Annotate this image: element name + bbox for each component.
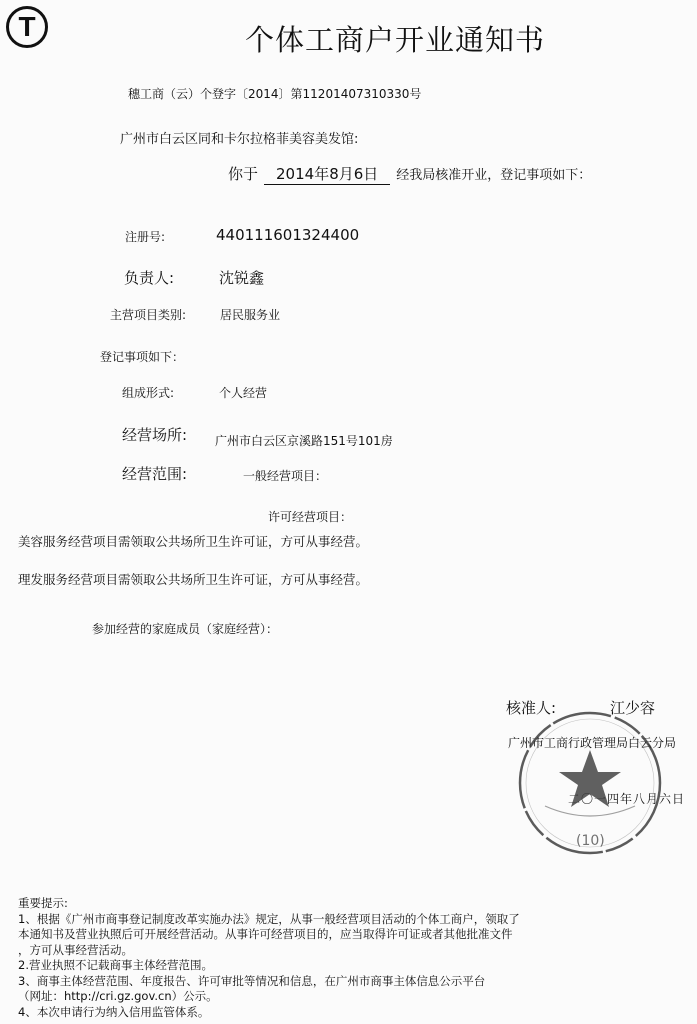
licensed-heading: 许可经营项目： <box>268 510 353 524</box>
approval-date: 2014年8月6日 <box>264 163 390 185</box>
licensed-item-2: 理发服务经营项目需领取公共场所卫生许可证，方可从事经营。 <box>18 572 369 587</box>
items-heading: 登记事项如下： <box>100 350 185 364</box>
family-members-label: 参加经营的家庭成员（家庭经营）： <box>92 622 279 636</box>
place-label: 经营场所: <box>122 426 188 444</box>
notice-line-5: 3、商事主体经营范围、年度报告、许可审批等情况和信息，在广州市商事主体信息公示平台 <box>18 973 486 988</box>
notice-line-1: 1、根据《广州市商事登记制度改革实施办法》规定，从事一般经营项目活动的个体工商户，领取了 <box>18 911 520 926</box>
issuing-bureau: 广州市工商行政管理局白云分局 <box>508 736 677 750</box>
important-notice <box>18 896 668 1020</box>
notice-heading: 重要提示: <box>18 896 68 910</box>
approver-name: 江少容 <box>610 699 656 717</box>
svg-text:(10): (10) <box>576 833 605 849</box>
scope-label: 经营范围: <box>122 465 188 483</box>
approver-label: 核准人: <box>506 699 557 717</box>
t-circle-icon: T <box>6 6 48 48</box>
approval-suffix: 经我局核准开业，登记事项如下： <box>396 168 592 183</box>
person-value: 沈锐鑫 <box>219 269 265 287</box>
issue-date: 二〇一四年八月六日 <box>568 792 686 806</box>
approval-line <box>228 163 591 185</box>
notice-line-7: 4、本次申请行为纳入信用监管体系。 <box>18 1004 210 1019</box>
addressee: 广州市白云区同和卡尔拉格菲美容美发馆: <box>120 132 359 147</box>
reg-no-value: 440111601324400 <box>216 226 360 244</box>
reg-no-label: 注册号: <box>125 230 166 244</box>
category-value: 居民服务业 <box>220 308 281 322</box>
place-value: 广州市白云区京溪路151号101房 <box>215 434 393 448</box>
form-label: 组成形式: <box>122 386 175 400</box>
official-seal-stamp <box>515 708 665 858</box>
document-title: 个体工商户开业通知书 <box>245 23 546 57</box>
category-label: 主营项目类别: <box>110 308 187 322</box>
person-label: 负责人: <box>124 269 175 287</box>
notice-line-3: ，方可从事经营活动。 <box>18 942 133 957</box>
notice-line-2: 本通知书及营业执照后可开展经营活动。从事许可经营项目的，应当取得许可证或者其他批准文件 <box>18 927 513 941</box>
approval-prefix: 你于 <box>228 165 259 183</box>
notice-line-4: 2.营业执照不记载商事主体经营范围。 <box>18 958 213 972</box>
document-number: 穗工商（云）个登字〔2014〕第11201407310330号 <box>128 87 422 101</box>
form-value: 个人经营 <box>219 386 268 400</box>
notice-line-6: （网址：http://cri.gz.gov.cn）公示。 <box>18 989 218 1003</box>
scope-value: 一般经营项目： <box>243 469 328 483</box>
licensed-item-1: 美容服务经营项目需领取公共场所卫生许可证，方可从事经营。 <box>18 534 369 549</box>
